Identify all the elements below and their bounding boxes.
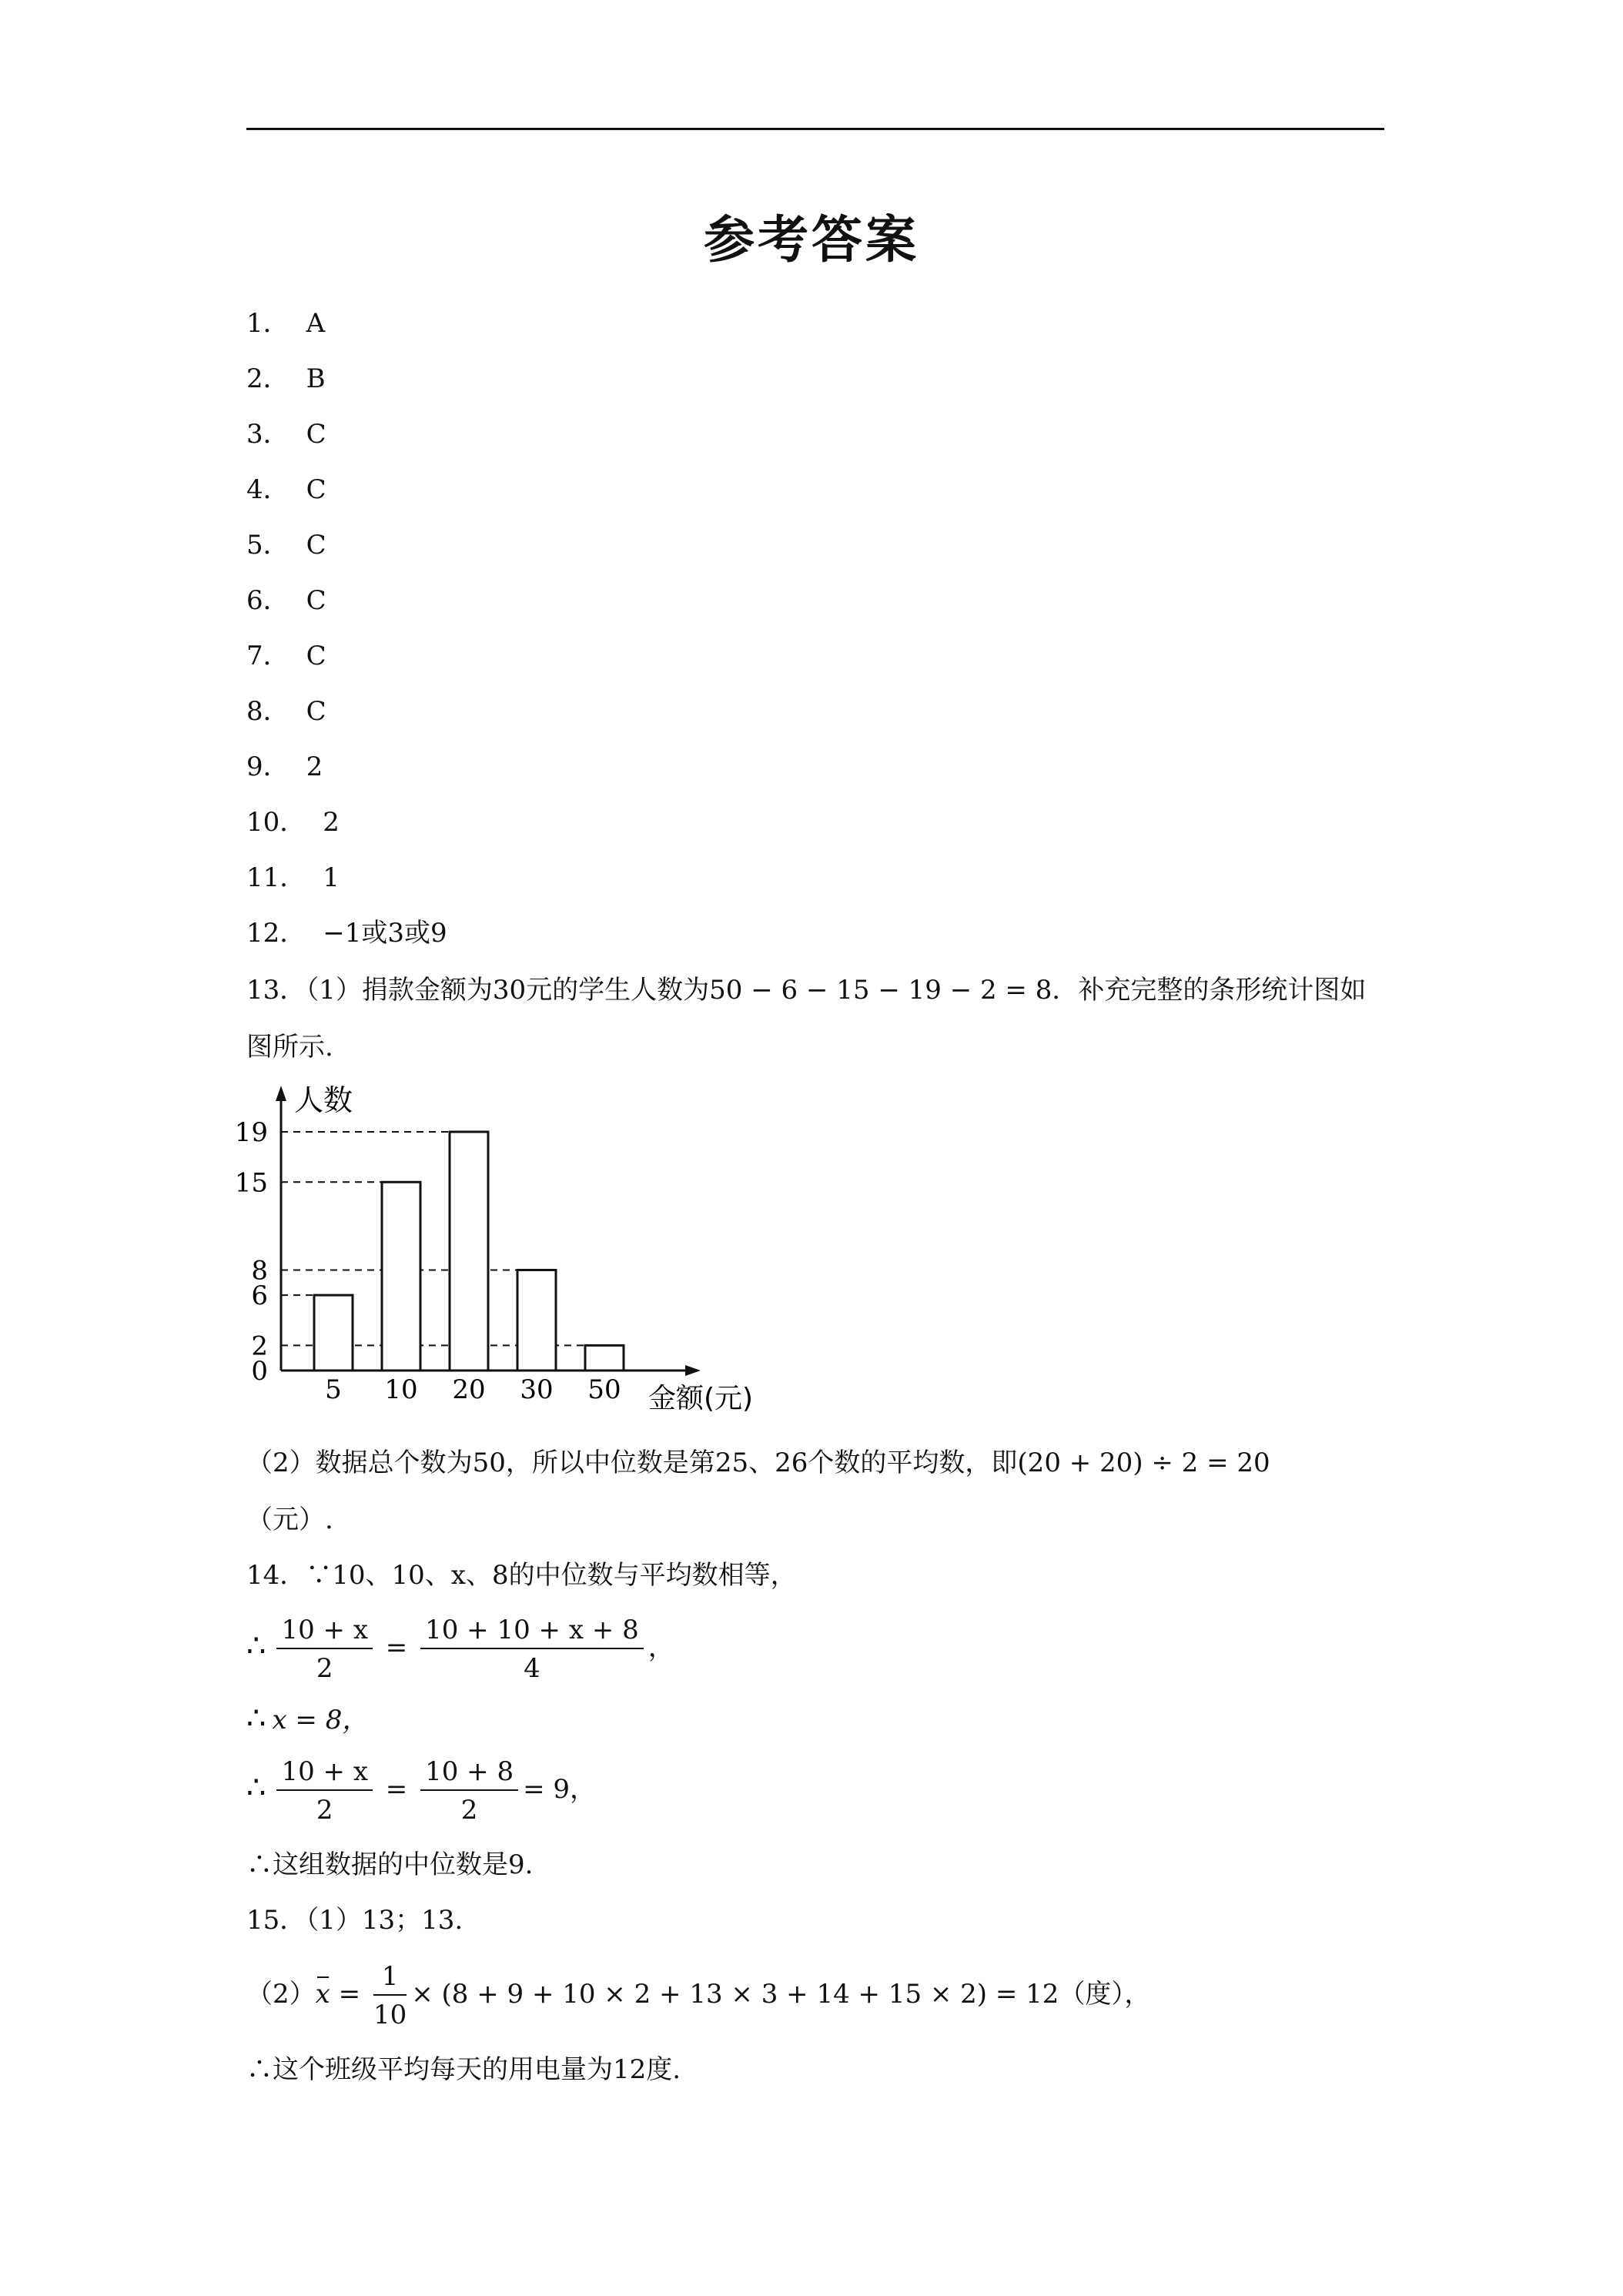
y-tick-label: 19	[234, 1117, 268, 1148]
q13-line2: 图所示.	[246, 1032, 333, 1063]
fraction: $\frac{10 + x}{2}$	[276, 1615, 373, 1683]
fraction: $\frac{10 + 10 + x + 8}{4}$	[420, 1615, 644, 1683]
answer-item: 7． C	[246, 641, 326, 671]
q14-eq3: ∴ $\frac{10 + x}{2}$ = $\frac{10 + 8}{2}$ = 9，	[246, 1756, 597, 1826]
bar	[517, 1270, 556, 1371]
header-rule	[246, 128, 1384, 130]
x-tick-label: 50	[587, 1374, 621, 1405]
x-tick-label: 30	[520, 1374, 554, 1405]
q14-eq2: ∴ x = 8，	[246, 1701, 369, 1736]
y-axis-arrow	[276, 1086, 286, 1101]
answer-item: 5． C	[246, 530, 326, 561]
y-tick-label: 15	[234, 1167, 268, 1199]
fraction: $\frac{10 + 8}{2}$	[420, 1757, 518, 1825]
q13-part2-line1: （2）数据总个数为50，所以中位数是第25、26个数的平均数，即(20 + 20) ÷ 2 = 20	[246, 1448, 1270, 1478]
fraction: $\frac{1}{10}$	[373, 1961, 407, 2030]
bar	[314, 1295, 353, 1371]
x-tick-label: 5	[325, 1374, 342, 1405]
q14-line1: 14．∵10、10、x、8的中位数与平均数相等，	[246, 1560, 797, 1591]
answer-item: 9． 2	[246, 751, 323, 782]
bar-chart	[234, 1078, 770, 1417]
q15-conclusion: ∴这个班级平均每天的用电量为12度.	[246, 2054, 681, 2085]
therefore-symbol: ∴	[246, 1770, 266, 1806]
bar	[382, 1182, 420, 1371]
answer-item: 1． A	[246, 308, 326, 339]
y-tick-label: 6	[251, 1280, 268, 1312]
q13-part2-line2: （元）.	[246, 1504, 333, 1535]
q15-part2: （2）x = $\frac{1}{10}$ × (8 + 9 + 10 × 2 + 13 × 3 + 14 + 15 × 2) = 12（度），	[246, 1961, 1151, 2030]
answer-item: 4． C	[246, 474, 326, 505]
x-axis-arrow	[685, 1365, 701, 1376]
q14-conclusion: ∴这组数据的中位数是9.	[246, 1849, 534, 1880]
answer-item: 10． 2	[246, 807, 340, 838]
y-axis-label: 人数	[294, 1083, 353, 1117]
answer-item: 11． 1	[246, 862, 340, 893]
x-tick-label: 20	[452, 1374, 486, 1405]
answer-item: 6． C	[246, 585, 326, 616]
bar	[585, 1345, 624, 1371]
x-axis-label: 金额(元)	[648, 1383, 754, 1414]
fraction: $\frac{10 + x}{2}$	[276, 1757, 373, 1825]
y-tick-label: 2	[251, 1330, 268, 1362]
y-tick-label: 0	[251, 1356, 268, 1387]
therefore-symbol: ∴	[246, 1701, 266, 1736]
answer-item: 3． C	[246, 419, 326, 450]
y-tick-label: 8	[251, 1255, 268, 1287]
answer-item: 12． −1或3或9	[246, 918, 447, 949]
page-title: 参考答案	[704, 210, 919, 269]
answer-item: 2． B	[246, 363, 326, 394]
bar	[450, 1132, 488, 1371]
q14-eq1: ∴ $\frac{10 + x}{2}$ = $\frac{10 + 10 + x + 8}{4}$ ，	[246, 1615, 674, 1684]
x-tick-label: 10	[384, 1374, 418, 1405]
q13-line1: 13．（1）捐款金额为30元的学生人数为50 − 6 − 15 − 19 − 2 = 8．补充完整的条形统计图如	[246, 975, 1367, 1006]
answer-item: 8． C	[246, 696, 326, 727]
therefore-symbol: ∴	[246, 1628, 266, 1664]
mean-symbol: x	[315, 1979, 330, 2010]
q15-line1: 15．（1）13；13.	[246, 1905, 463, 1936]
